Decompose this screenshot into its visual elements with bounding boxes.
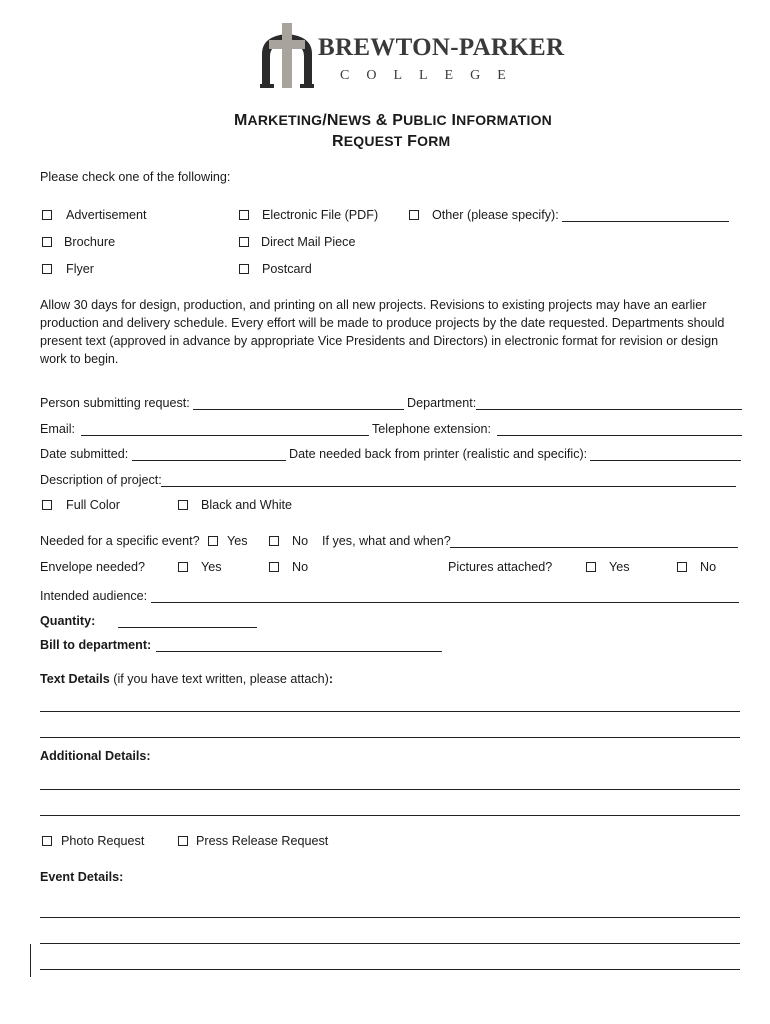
postcard-label: Postcard: [262, 262, 312, 276]
pictures-no-checkbox[interactable]: [677, 562, 687, 572]
date-needed-field[interactable]: [590, 460, 741, 461]
envelope-no-checkbox[interactable]: [269, 562, 279, 572]
flyer-checkbox[interactable]: [42, 264, 52, 274]
person-label: Person submitting request:: [40, 396, 190, 410]
black-white-label: Black and White: [201, 498, 292, 512]
department-label: Department:: [407, 396, 477, 410]
press-release-checkbox[interactable]: [178, 836, 188, 846]
event-yes-label: Yes: [227, 534, 248, 548]
cross-arch-icon: [258, 22, 316, 88]
telephone-field[interactable]: [497, 435, 742, 436]
college-logo: [258, 22, 565, 88]
other-checkbox[interactable]: [409, 210, 419, 220]
if-yes-label: If yes, what and when?: [322, 534, 451, 548]
electronic-file-checkbox[interactable]: [239, 210, 249, 220]
email-field[interactable]: [81, 435, 369, 436]
event-no-checkbox[interactable]: [269, 536, 279, 546]
pictures-yes-checkbox[interactable]: [586, 562, 596, 572]
email-label: Email:: [40, 422, 75, 436]
description-field[interactable]: [161, 486, 736, 487]
bill-to-field[interactable]: [156, 651, 442, 652]
photo-request-checkbox[interactable]: [42, 836, 52, 846]
postcard-checkbox[interactable]: [239, 264, 249, 274]
electronic-file-label: Electronic File (PDF): [262, 208, 379, 222]
quantity-field[interactable]: [118, 627, 257, 628]
pictures-label: Pictures attached?: [448, 560, 553, 574]
intro-text: Please check one of the following:: [40, 170, 231, 184]
person-field[interactable]: [193, 409, 404, 410]
notice-paragraph: Allow 30 days for design, production, and printing on all new projects. Revisions to existing projects may have an earlier production and delivery schedule. Every effort will be made to produce projects by the date requested. Departments should present text (approved in advance by appropriate Vice Presidents and Directors) in electronic format for revision or design work to begin.: [40, 298, 725, 366]
description-label: Description of project:: [40, 473, 162, 487]
bill-to-label: Bill to department:: [40, 638, 152, 652]
department-field[interactable]: [476, 409, 742, 410]
additional-details-line-2[interactable]: [40, 815, 740, 816]
text-details-line-2[interactable]: [40, 737, 740, 738]
full-color-checkbox[interactable]: [42, 500, 52, 510]
event-yes-checkbox[interactable]: [208, 536, 218, 546]
direct-mail-label: Direct Mail Piece: [261, 235, 356, 249]
specific-event-label: Needed for a specific event?: [40, 534, 200, 548]
margin-mark: [30, 944, 31, 977]
pictures-no-label: No: [700, 560, 717, 574]
envelope-label: Envelope needed?: [40, 560, 146, 574]
envelope-no-label: No: [292, 560, 309, 574]
event-no-label: No: [292, 534, 309, 548]
audience-label: Intended audience:: [40, 589, 148, 603]
audience-field[interactable]: [151, 602, 739, 603]
date-submitted-field[interactable]: [132, 460, 286, 461]
event-details-line-3[interactable]: [40, 969, 740, 970]
date-submitted-label: Date submitted:: [40, 447, 129, 461]
event-details-line-2[interactable]: [40, 943, 740, 944]
flyer-label: Flyer: [66, 262, 94, 276]
direct-mail-checkbox[interactable]: [239, 237, 249, 247]
envelope-yes-label: Yes: [201, 560, 222, 574]
logo-subtitle: COLLEGE: [340, 68, 523, 83]
press-release-label: Press Release Request: [196, 834, 329, 848]
photo-request-label: Photo Request: [61, 834, 145, 848]
advertisement-checkbox[interactable]: [42, 210, 52, 220]
event-details-line-1[interactable]: [40, 917, 740, 918]
brochure-checkbox[interactable]: [42, 237, 52, 247]
if-yes-field[interactable]: [450, 547, 738, 548]
other-label: Other (please specify):: [432, 208, 559, 222]
form-title-line2: REQUEST FORM: [332, 133, 451, 150]
text-details-heading: Text Details (if you have text written, please attach):: [40, 672, 334, 686]
telephone-label: Telephone extension:: [372, 422, 492, 436]
form-title-line1: MARKETING/NEWS & PUBLIC INFORMATION: [234, 112, 552, 129]
quantity-label: Quantity:: [40, 614, 96, 628]
date-needed-label: Date needed back from printer (realistic and specific):: [289, 447, 588, 461]
logo-name: BREWTON-PARKER: [318, 34, 565, 61]
other-specify-field[interactable]: [562, 221, 729, 222]
pictures-yes-label: Yes: [609, 560, 630, 574]
additional-details-line-1[interactable]: [40, 789, 740, 790]
envelope-yes-checkbox[interactable]: [178, 562, 188, 572]
text-details-line-1[interactable]: [40, 711, 740, 712]
black-white-checkbox[interactable]: [178, 500, 188, 510]
full-color-label: Full Color: [66, 498, 120, 512]
advertisement-label: Advertisement: [66, 208, 147, 222]
event-details-heading: Event Details:: [40, 870, 124, 884]
brochure-label: Brochure: [64, 235, 116, 249]
additional-details-heading: Additional Details:: [40, 749, 151, 763]
